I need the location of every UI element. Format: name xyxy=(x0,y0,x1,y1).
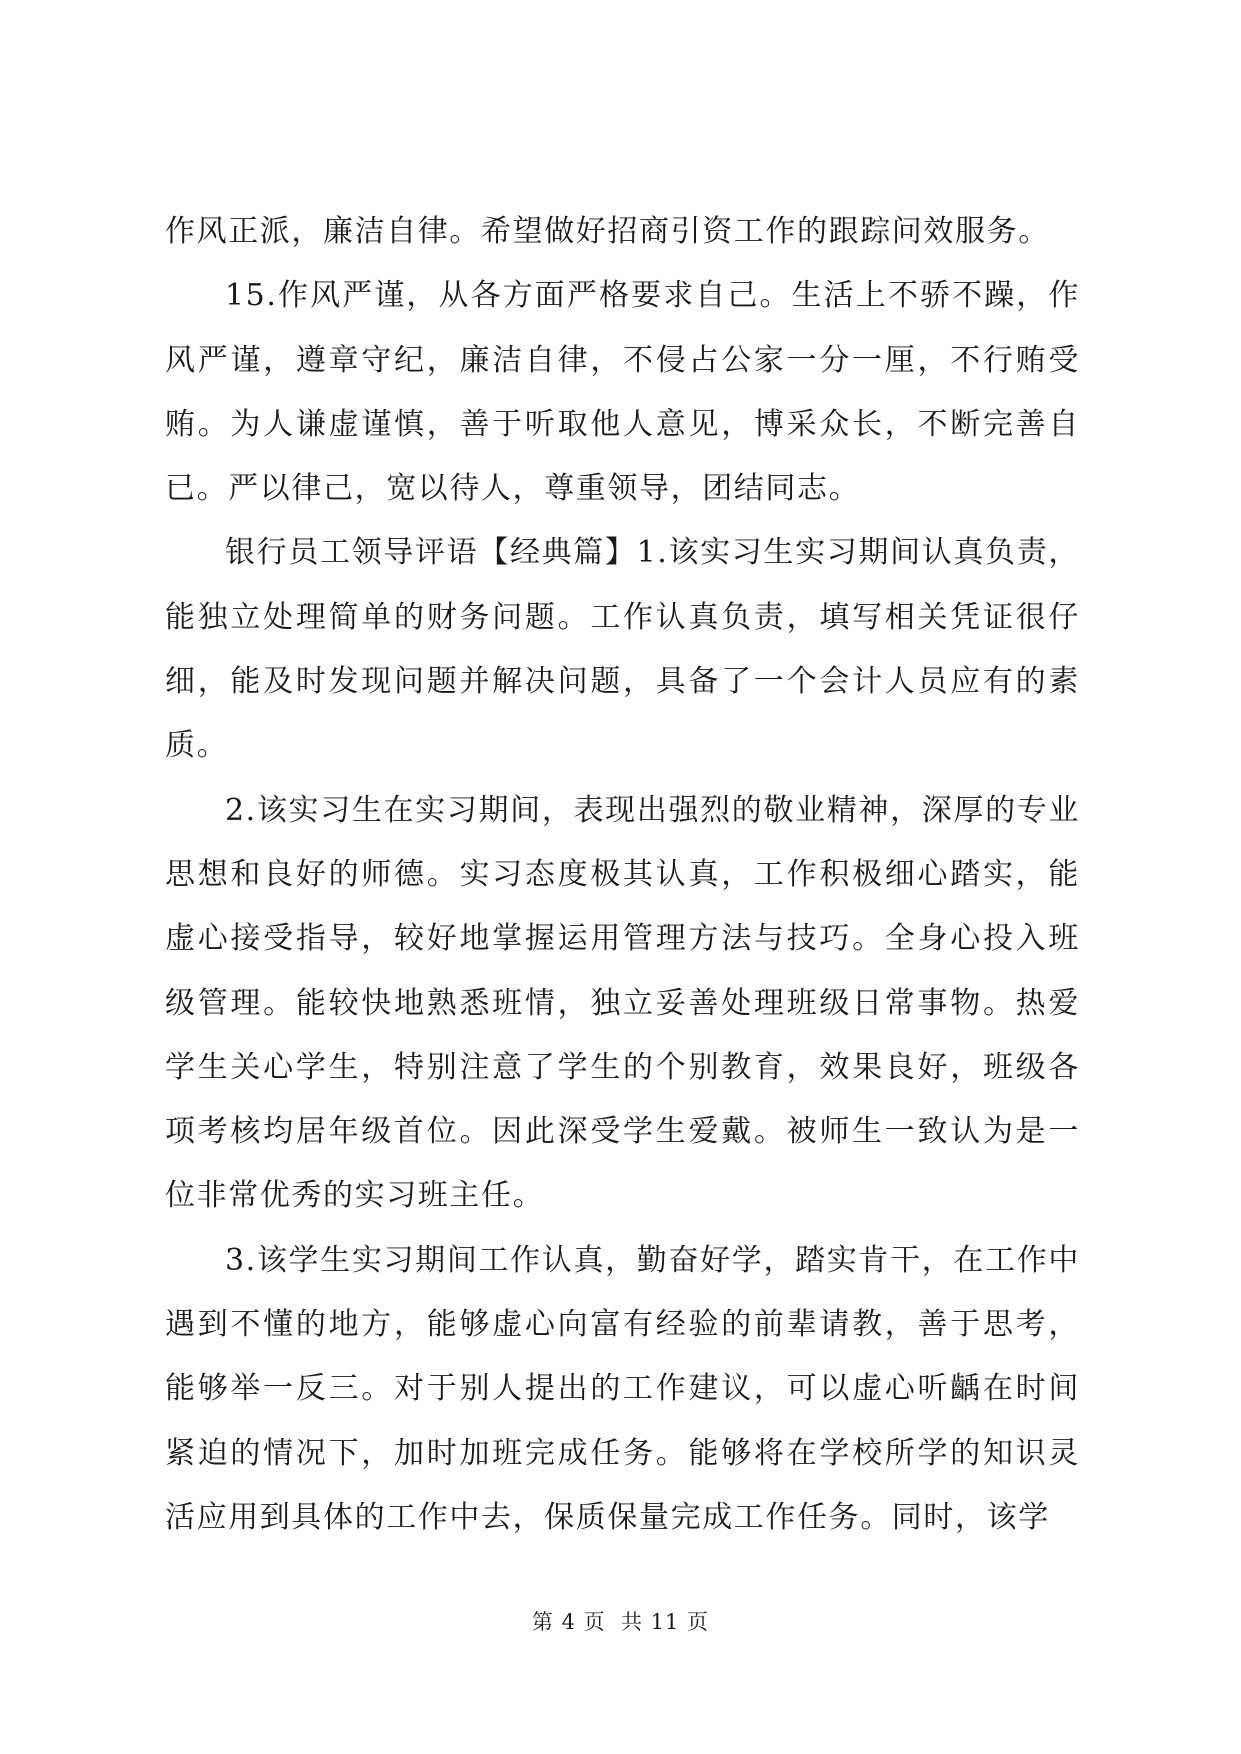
page-number-footer: 第 4 页 共 11 页 xyxy=(531,1610,710,1634)
paragraph-item-2: 2.该实习生在实习期间，表现出强烈的敬业精神，深厚的专业思想和良好的师德。实习态度极其认真，工作积极细心踏实，能虚心接受指导，较好地掌握运用管理方法与技巧。全身心投入班级管理。能较快地熟悉班情，独立妥善处理班级日常事物。热爱学生关心学生，特别注意了学生的个别教育，效果良好，班级各项考核均居年级首位。因此深受学生爱戴。被师生一致认为是一位非常优秀的实习班主任。 xyxy=(165,792,1080,1214)
paragraph-item-15: 15.作风严谨，从各方面严格要求自己。生活上不骄不躁，作风严谨，遵章守纪，廉洁自律，不侵占公家一分一厘，不行贿受贿。为人谦虚谨慎，善于听取他人意见，博采众长，不断完善自已。严以律己，宽以待人，尊重领导，团结同志。 xyxy=(165,278,1080,507)
document-body xyxy=(165,200,1080,1550)
paragraph-continuation: 作风正派，廉洁自律。希望做好招商引资工作的跟踪问效服务。 xyxy=(165,214,1050,249)
paragraph-item-3: 3.该学生实习期间工作认真，勤奋好学，踏实肯干，在工作中遇到不懂的地方，能够虚心向富有经验的前辈请教，善于思考，能够举一反三。对于别人提出的工作建议，可以虚心听齲在时间紧迫的情况下，加时加班完成任务。能够将在学校所学的知识灵活应用到具体的工作中去，保质保量完成工作任务。同时，该学 xyxy=(165,1242,1080,1535)
paragraph-section-heading-item-1: 银行员工领导评语【经典篇】1.该实习生实习期间认真负责，能独立处理简单的财务问题。工作认真负责，填写相关凭证很仔细，能及时发现问题并解决问题，具备了一个会计人员应有的素质。 xyxy=(165,535,1080,764)
